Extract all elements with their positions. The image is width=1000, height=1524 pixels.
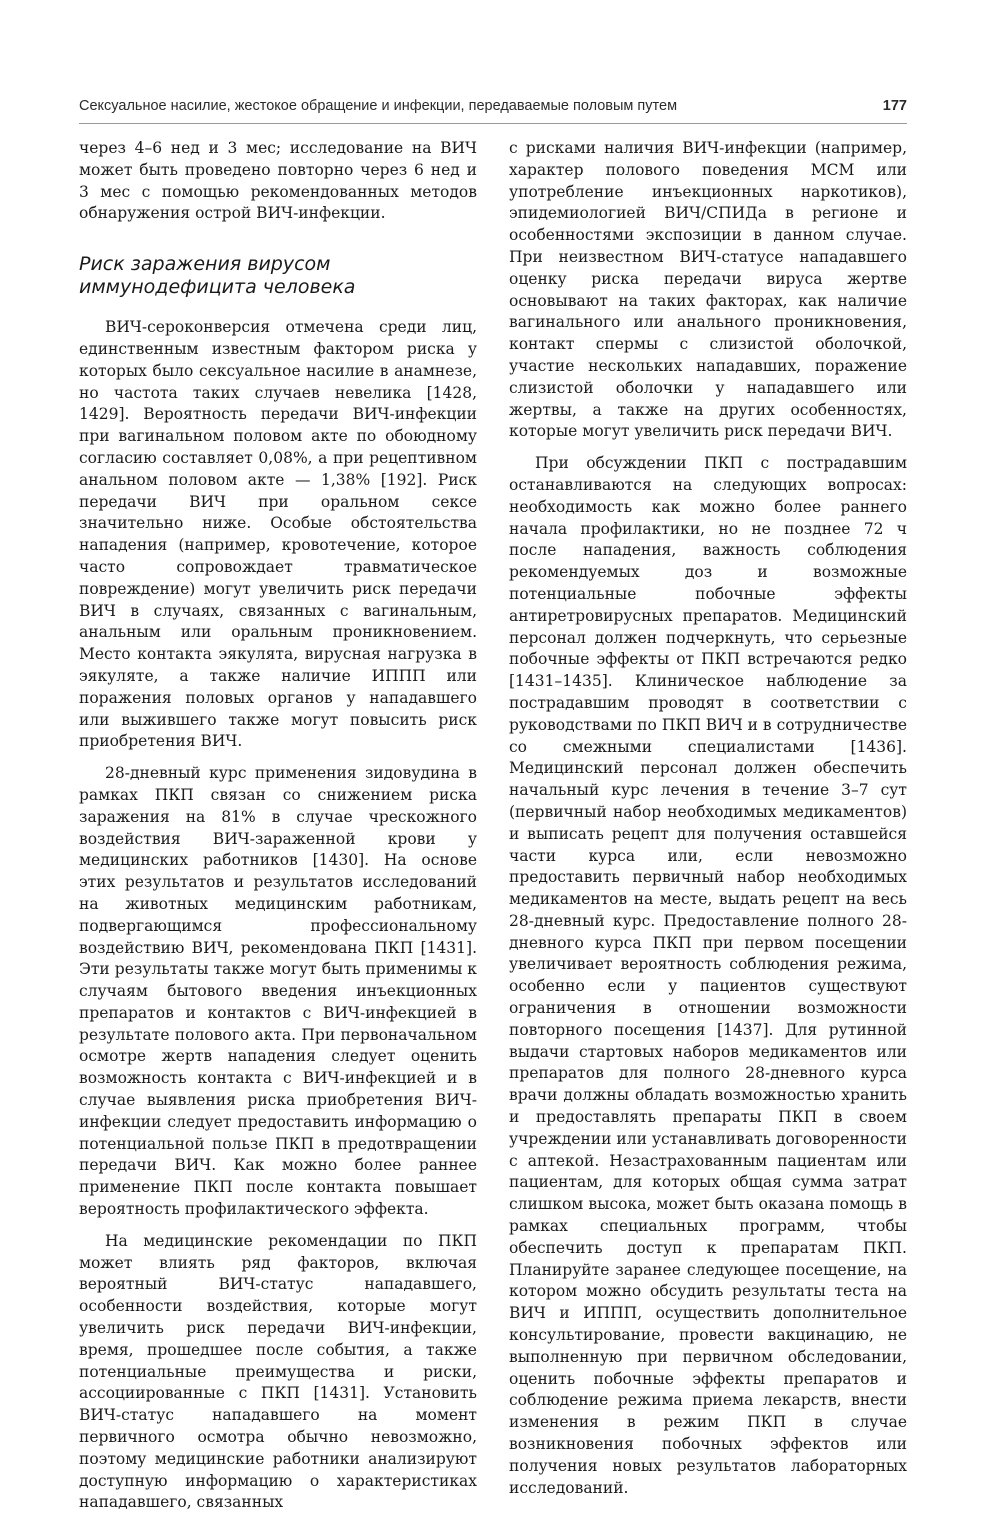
body-paragraph: 28-дневный курс применения зидовудина в рамках ПКП связан со снижением риска заражения на 81% в случае чрескожного воздействия ВИЧ-зараженной крови у медицинских работников [1430]. На основе этих результатов и результатов исследований на животных медицинским работникам, подвергающимся профессиональному воздействию ВИЧ, рекомендована ПКП [1431]. Эти результаты также могут быть применимы к случаям бытового введения инъекционных препаратов и контактов с ВИЧ-инфекцией в результате полового акта. При первоначальном осмотре жертв нападения следует оценить возможность контакта с ВИЧ-инфекцией и в случае выявления риска приобретения ВИЧ-инфекции следует предоставить информацию о потенциальной пользе ПКП в предотвращении передачи ВИЧ. Как можно более раннее применение ПКП после контакта повышает вероятность профилактического эффекта. xyxy=(79,764,477,1219)
body-paragraph: ВИЧ-сероконверсия отмечена среди лиц, единственным известным фактором риска у которых было сексуальное насилие в анамнезе, но частота таких случаев невелика [1428, 1429]. Вероятность передачи ВИЧ-инфекции при вагинальном половом акте по обоюдному согласию составляет 0,08%, а при рецептивном анальном половом акте — 1,38% [192]. Риск передачи ВИЧ при оральном сексе значительно ниже. Особые обстоятельства нападения (например, кровотечение, которое часто сопровождает травматическое повреждение) могут увеличить риск передачи ВИЧ в случаях, связанных с вагинальным, анальным или оральным проникновением. Место контакта эякулята, вирусная нагрузка в эякуляте, а также наличие ИППП или поражения половых органов у нападавшего или выжившего также могут повысить риск приобретения ВИЧ. xyxy=(79,318,477,751)
running-header-title: Сексуальное насилие, жестокое обращение и инфекции, передаваемые половым путем xyxy=(79,98,678,114)
section-heading: Риск заражения вирусом иммунодефицита человека xyxy=(79,253,356,299)
body-paragraph: На медицинские рекомендации по ПКП может влиять ряд факторов, включая вероятный ВИЧ-статус нападавшего, особенности воздействия, которые могут увеличить риск передачи ВИЧ-инфекции, время, прошедшее после события, а также потенциальные преимущества и риски, ассоциированные с ПКП [1431]. Установить ВИЧ-статус нападавшего на момент первичного осмотра обычно невозможно, поэтому медицинские работники анализируют доступную информацию о характеристиках нападавшего, связанных xyxy=(79,1231,477,1512)
left-column xyxy=(79,138,477,1524)
continuation-paragraph: с рисками наличия ВИЧ-инфекции (например, характер полового поведения МСМ или употребление инъекционных наркотиков), эпидемиологией ВИЧ/СПИДа в регионе и особенностями экспозиции в данном случае. При неизвестном ВИЧ-статусе нападавшего оценку риска передачи вируса жертве основывают на таких факторах, как наличие вагинального или анального проникновения, контакт спермы с слизистой оболочкой, участие нескольких нападавших, поражение слизистой оболочки у нападавшего или жертвы, а также на других особенностях, которые могут увеличить риск передачи ВИЧ. xyxy=(509,139,907,441)
intro-paragraph: через 4–6 нед и 3 мес; исследование на ВИЧ может быть проведено повторно через 6 нед и 3 мес с помощью рекомендованных методов обнаружения острой ВИЧ-инфекции. xyxy=(79,139,477,223)
page-number: 177 xyxy=(882,98,907,114)
body-paragraph: При обсуждении ПКП с пострадавшим останавливаются на следующих вопросах: необходимость как можно более раннего начала профилактики, но не позднее 72 ч после нападения, важность соблюдения рекомендуемых доз и возможные потенциальные побочные эффекты антиретровирусных препаратов. Медицинский персонал должен подчеркнуть, что серьезные побочные эффекты от ПКП встречаются редко [1431–1435]. Клиническое наблюдение за пострадавшим проводят в соответствии с руководствами по ПКП ВИЧ и в сотрудничестве со смежными специалистами [1436]. Медицинский персонал должен обеспечить начальный курс лечения в течение 3–7 сут (первичный набор необходимых медикаментов) и выписать рецепт для получения оставшейся части курса или, если невозможно предоставить первичный набор необходимых медикаментов на месте, выдать рецепт на весь 28-дневный курс. Предоставление полного 28-дневного курса ПКП при первом посещении увеличивает вероятность соблюдения режима, особенно если у пациентов существуют ограничения в отношении возможности повторного посещения [1437]. Для рутинной выдачи стартовых наборов медикаментов или препаратов для полного 28-дневного курса врачи должны обладать возможностью хранить и предоставлять препараты ПКП в своем учреждении или устанавливать договоренности с аптекой. Незастрахованным пациентам или пациентам, для которых общая сумма затрат слишком высока, может быть оказана помощь в рамках специальных программ, чтобы обеспечить доступ к препаратам ПКП. Планируйте заранее следующее посещение, на котором можно обсудить результаты теста на ВИЧ и ИППП, осуществить дополнительное консультирование, провести вакцинацию, не выполненную при первичном обследовании, оценить побочные эффекты препаратов и соблюдение режима приема лекарств, внести изменения в режим ПКП в случае возникновения побочных эффектов или получения новых результатов лабораторных исследований. xyxy=(509,454,907,1497)
running-header xyxy=(79,98,907,124)
right-column xyxy=(509,138,907,1509)
